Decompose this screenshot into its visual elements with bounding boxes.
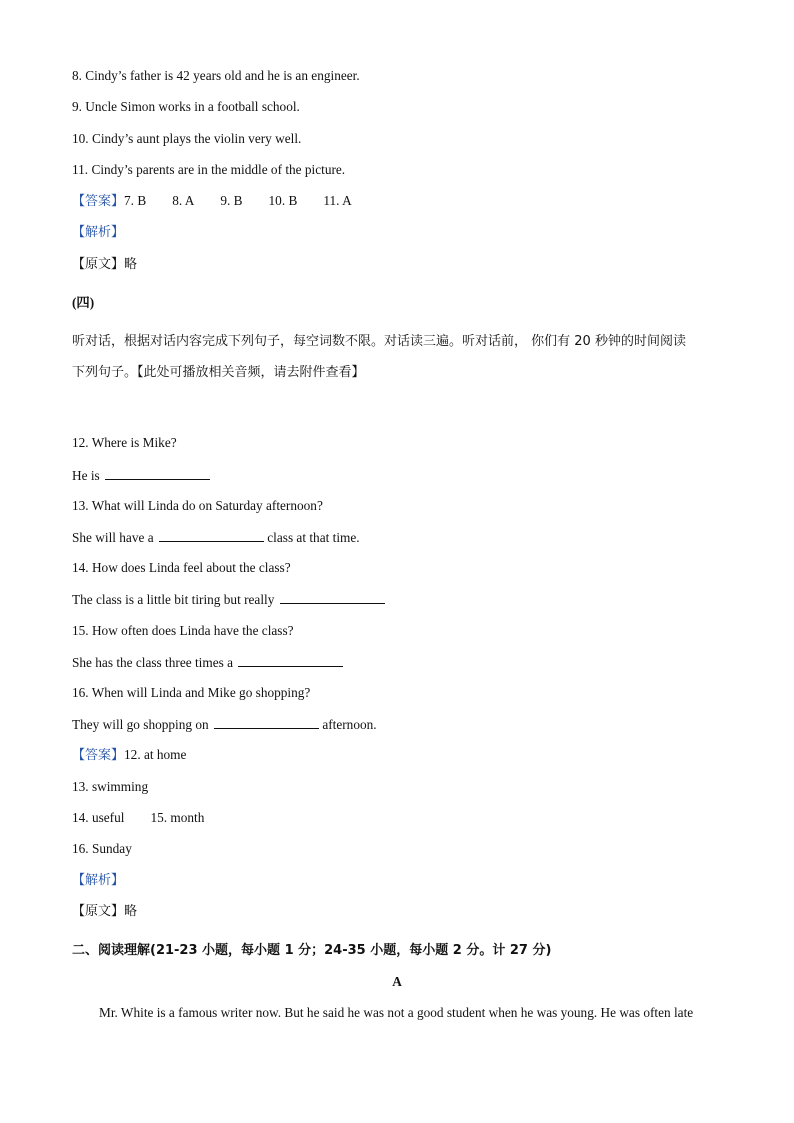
answer-item: 12. at home [124,747,187,762]
fill-text: The class is a little bit tiring but really [72,592,275,607]
analysis-tag: 【解析】 [72,225,125,240]
answer-item: 15. month [150,810,205,825]
question-9: 9. Uncle Simon works in a football school. [72,99,300,114]
answer-16: 16. Sunday [72,841,132,856]
question-13: 13. What will Linda do on Saturday afternoon? [72,498,323,513]
original-text: 略 [124,904,138,919]
answer-tag: 【答案】 [72,194,125,209]
analysis-line [72,223,124,242]
original-line [72,902,137,921]
fill-text: He is [72,468,100,483]
original-line [72,255,137,274]
answer-tag: 【答案】 [72,748,125,763]
answer-row-7-11 [72,192,378,211]
fill-15 [72,653,343,672]
question-12: 12. Where is Mike? [72,435,177,450]
answer-item: 7. B [124,193,147,208]
fill-13 [72,528,360,547]
section-heading-reading: 二、阅读理解(21-23 小题，每小题 1 分；24-35 小题，每小题 2 分。计 27 分) [72,943,552,958]
analysis-line [72,871,124,890]
instructions-line-2: 下列句子。【此处可播放相关音频，请去附件查看】 [72,365,365,380]
answer-item: 9. B [220,193,243,208]
answer-row-14-15 [72,809,204,827]
original-text: 略 [124,257,138,272]
answer-blank[interactable] [214,715,319,729]
fill-16 [72,715,377,734]
fill-text: She will have a [72,530,154,545]
question-10: 10. Cindy’s aunt plays the violin very well. [72,131,302,146]
question-14: 14. How does Linda feel about the class? [72,560,291,575]
answer-item: 8. A [172,193,195,208]
instructions-line-1: 听对话，根据对话内容完成下列句子，每空词数不限。对话读三遍。听对话前， 你们有 20 秒钟的时间阅读 [72,334,686,349]
question-15: 15. How often does Linda have the class? [72,623,294,638]
passage-label: A [392,974,402,989]
answer-blank[interactable] [280,590,385,604]
answer-item: 10. B [268,193,298,208]
fill-text: afternoon. [322,717,377,732]
answer-blank[interactable] [238,653,343,667]
section-heading-four: (四) [72,295,95,310]
fill-text: They will go shopping on [72,717,209,732]
original-tag: 【原文】 [72,257,125,272]
passage-paragraph: Mr. White is a famous writer now. But he said he was not a good student when he was young. He was often late [99,1005,694,1020]
fill-14 [72,590,385,609]
answer-13: 13. swimming [72,779,149,794]
question-8: 8. Cindy’s father is 42 years old and he is an engineer. [72,68,360,83]
analysis-tag: 【解析】 [72,873,125,888]
answer-item: 14. useful [72,810,125,825]
answer-row-12 [72,746,186,765]
fill-text: class at that time. [267,530,360,545]
answer-blank[interactable] [105,466,210,480]
original-tag: 【原文】 [72,904,125,919]
fill-12 [72,466,210,485]
answer-blank[interactable] [159,528,264,542]
question-11: 11. Cindy’s parents are in the middle of the picture. [72,162,346,177]
question-16: 16. When will Linda and Mike go shopping? [72,685,311,700]
answer-item: 11. A [323,193,352,208]
fill-text: She has the class three times a [72,655,233,670]
